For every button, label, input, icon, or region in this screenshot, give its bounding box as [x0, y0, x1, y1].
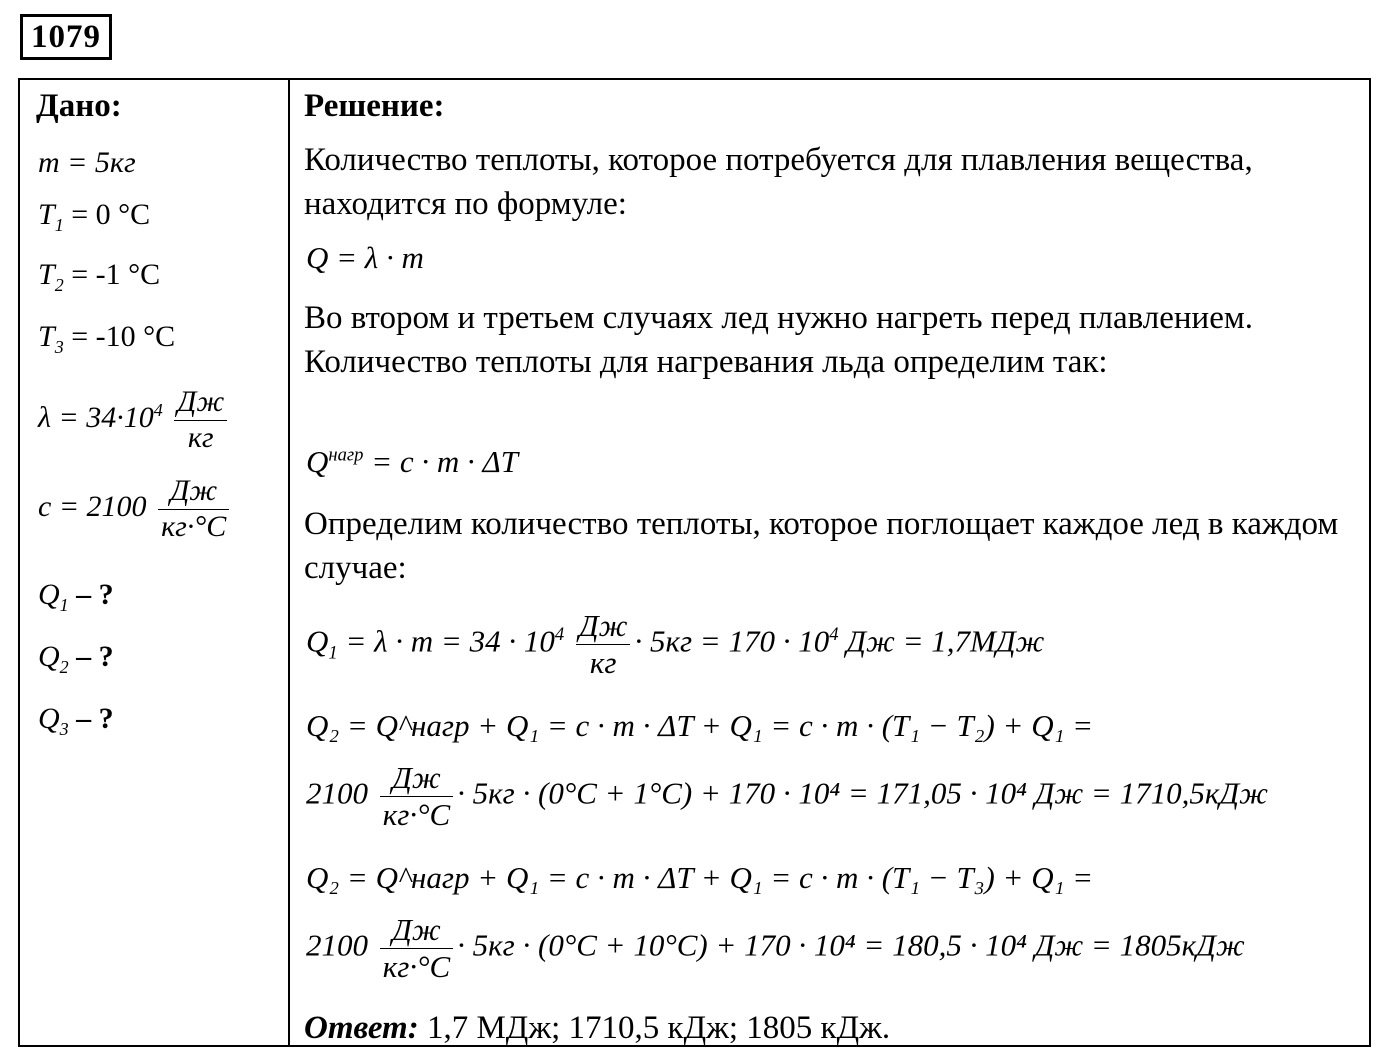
given-lambda: $\lambda = 34\cdot 10^4$ $\frac{Дж}{кг}$ [38, 385, 231, 455]
lambda-unit-fraction: $\frac{Дж}{кг}$ [174, 385, 227, 455]
formula-q3-expression: Q₂ = Q^нагр + Q₁ = c · m · ΔT + Q₁ = c · m · (T₁ − T₃) + Q₁ = [306, 860, 1094, 895]
formula-q3-calculation: 2100 $\frac{Дж}{кг\cdot^\circ С}$ · 5кг · (0°С + 10°С) + 170 · 10⁴ = 180,5 · 10⁴ Дж = 1805кДж [306, 912, 1245, 984]
solution-paragraph-2: Во втором и третьем случаях лед нужно нагреть перед плавлением. Количество теплоты для нагревания льда определим так: [304, 300, 1253, 380]
unknown-q3: $Q_3$ – ? [38, 702, 114, 739]
given-mass: m = 5кг [38, 146, 136, 179]
unknown-q1: $Q_1$ – ? [38, 578, 114, 615]
q3-unit-fraction: $\frac{Дж}{кг\cdot^\circ С}$ [380, 912, 453, 984]
answer-label: Ответ: [304, 1010, 419, 1046]
column-divider [288, 78, 290, 1047]
formula-melting: Q = λ · m [306, 240, 424, 275]
problem-number: 1079 [20, 14, 112, 60]
q1-unit-fraction: $\frac{Дж}{кг}$ [576, 608, 631, 680]
c-unit-fraction: $\frac{Дж}{кг\cdot^\circ С}$ [158, 474, 229, 544]
given-t2: $T_2 = -1$ °С [38, 258, 161, 295]
solution-heading: Решение: [304, 88, 445, 124]
given-t1: $T_1 = 0$ °С [38, 198, 151, 235]
formula-heating: $Q^{нагр} = c \cdot m \cdot \Delta T$ [306, 444, 518, 479]
given-heading: Дано: [36, 88, 122, 124]
solution-paragraph-1: Количество теплоты, которое потребуется для плавления вещества, находится по формуле: [304, 142, 1253, 222]
unknown-q2: $Q_2$ – ? [38, 640, 114, 677]
solution-paragraph-3: Определим количество теплоты, которое поглощает каждое лед в каждом случае: [304, 506, 1339, 586]
formula-q2-expression: Q₂ = Q^нагр + Q₁ = c · m · ΔT + Q₁ = c · m · (T₁ − T₂) + Q₁ = [306, 708, 1094, 743]
q2-unit-fraction: $\frac{Дж}{кг\cdot^\circ С}$ [380, 760, 453, 832]
answer-text: 1,7 МДж; 1710,5 кДж; 1805 кДж. [418, 1010, 891, 1046]
formula-q1: $Q_1 = \lambda \cdot m = 34 \cdot 10^4$ $\frac{Дж}{кг}$ · $5кг = 170 \cdot 10^4$ Дж = 1,7МДж [306, 608, 1045, 680]
given-c: c = 2100 $\frac{Дж}{кг\cdot^\circ С}$ [38, 474, 233, 544]
formula-q2-calculation: 2100 $\frac{Дж}{кг\cdot^\circ С}$ · 5кг · (0°С + 1°С) + 170 · 10⁴ = 171,05 · 10⁴ Дж = 1710,5кДж [306, 760, 1268, 832]
answer-line [304, 1008, 890, 1048]
given-t3: $T_3 = -10$ °С [38, 320, 176, 357]
